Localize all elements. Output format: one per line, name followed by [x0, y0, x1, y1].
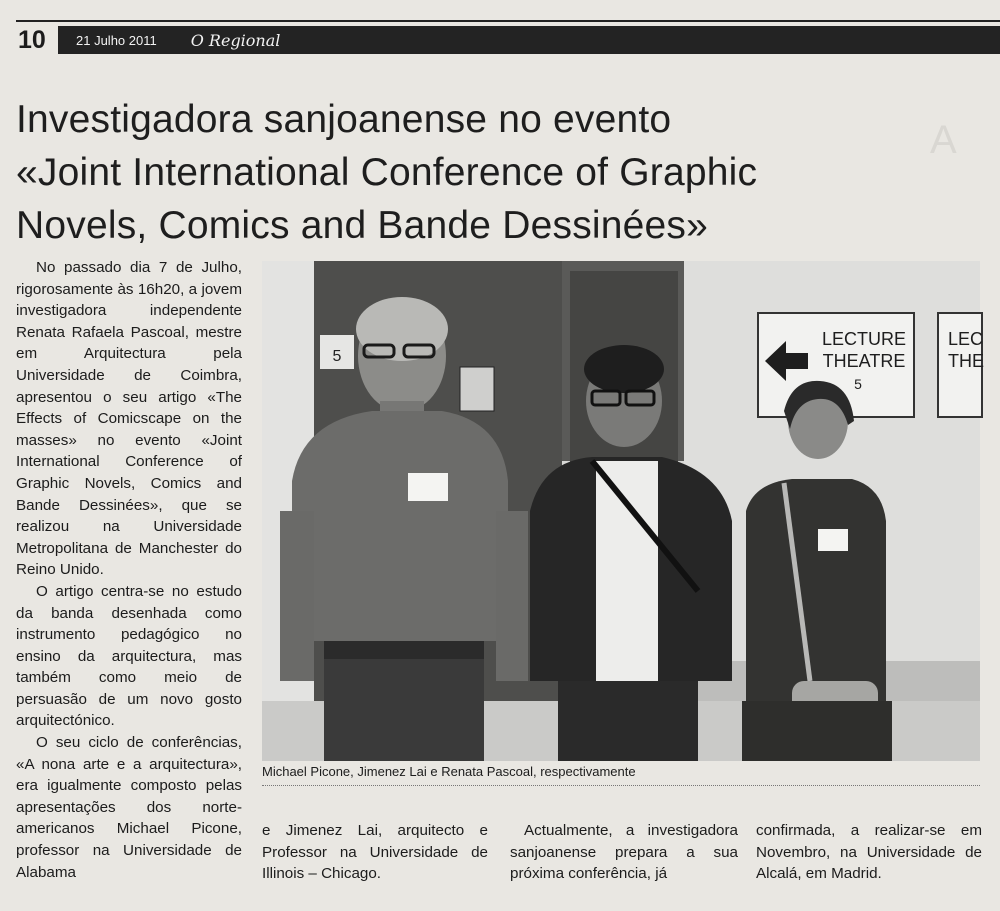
article-column-3-text: Actualmente, a investigadora sanjoanense prepara a sua próxima conferência, já: [510, 822, 738, 883]
article-column-4: [756, 820, 982, 885]
sign-number: 5: [854, 376, 862, 392]
article-paragraph-1: No passado dia 7 de Julho, rigorosamente às 16h20, a jovem investigadora independente Renata Rafaela Pascoal, mestre em Arquitectura pela Universidade de Coimbra, apresentou o seu artigo «The Effects of Comicscape on the masses» no evento «Joint International Conference of Graphic Novels, Comics and Bande Dessinées», que se realizou na Universidade Metropolitana de Manchester do Reino Unido.: [16, 259, 242, 579]
article-paragraph-3: O seu ciclo de conferências, «A nona arte e a arquitectura», era igualmente composto pelas apresentações dos norte-americanos Michael Picone, professor na Universidade de Alabama: [16, 734, 242, 881]
headline-line-1: Investigadora sanjoanense no evento: [16, 98, 672, 141]
top-rule: [16, 20, 1000, 22]
article-headline: [16, 93, 976, 252]
door-number: 5: [332, 348, 342, 365]
sign2-line-2: THE: [948, 351, 984, 371]
sign2-line-1: LEC: [948, 329, 984, 349]
article-column-1: [16, 257, 242, 883]
headline-line-3: Novels, Comics and Bande Dessinées»: [16, 204, 709, 247]
sign-line-1: LECTURE: [821, 329, 907, 349]
photo-caption: Michael Picone, Jimenez Lai e Renata Pascoal, respectivamente: [262, 764, 636, 779]
issue-date: 21 Julho 2011: [76, 32, 157, 48]
caption-divider: [262, 785, 980, 786]
article-photo: [262, 261, 984, 761]
second-sign: [938, 313, 984, 417]
bleed-through-text: A: [930, 118, 957, 162]
masthead-logo: O Regional: [190, 30, 281, 50]
article-column-2: [262, 820, 488, 885]
article-column-3: [510, 820, 738, 885]
article-column-2-text: e Jimenez Lai, arquitecto e Professor na Universidade de Illinois – Chicago.: [262, 822, 488, 883]
article-paragraph-2: O artigo centra-se no estudo da banda desenhada como instrumento pedagógico no ensino da arquitectura, mas também como meio de persuasão de um novo gosto arquitectónico.: [16, 582, 242, 730]
headline-line-2: «Joint International Conference of Graphic: [16, 151, 758, 194]
page-header: [16, 26, 1000, 54]
article-column-4-text: confirmada, a realizar-se em Novembro, na Universidade de Alcalá, em Madrid.: [756, 822, 982, 883]
sign-line-2: THEATRE: [822, 351, 906, 371]
page-number: 10: [16, 26, 58, 54]
